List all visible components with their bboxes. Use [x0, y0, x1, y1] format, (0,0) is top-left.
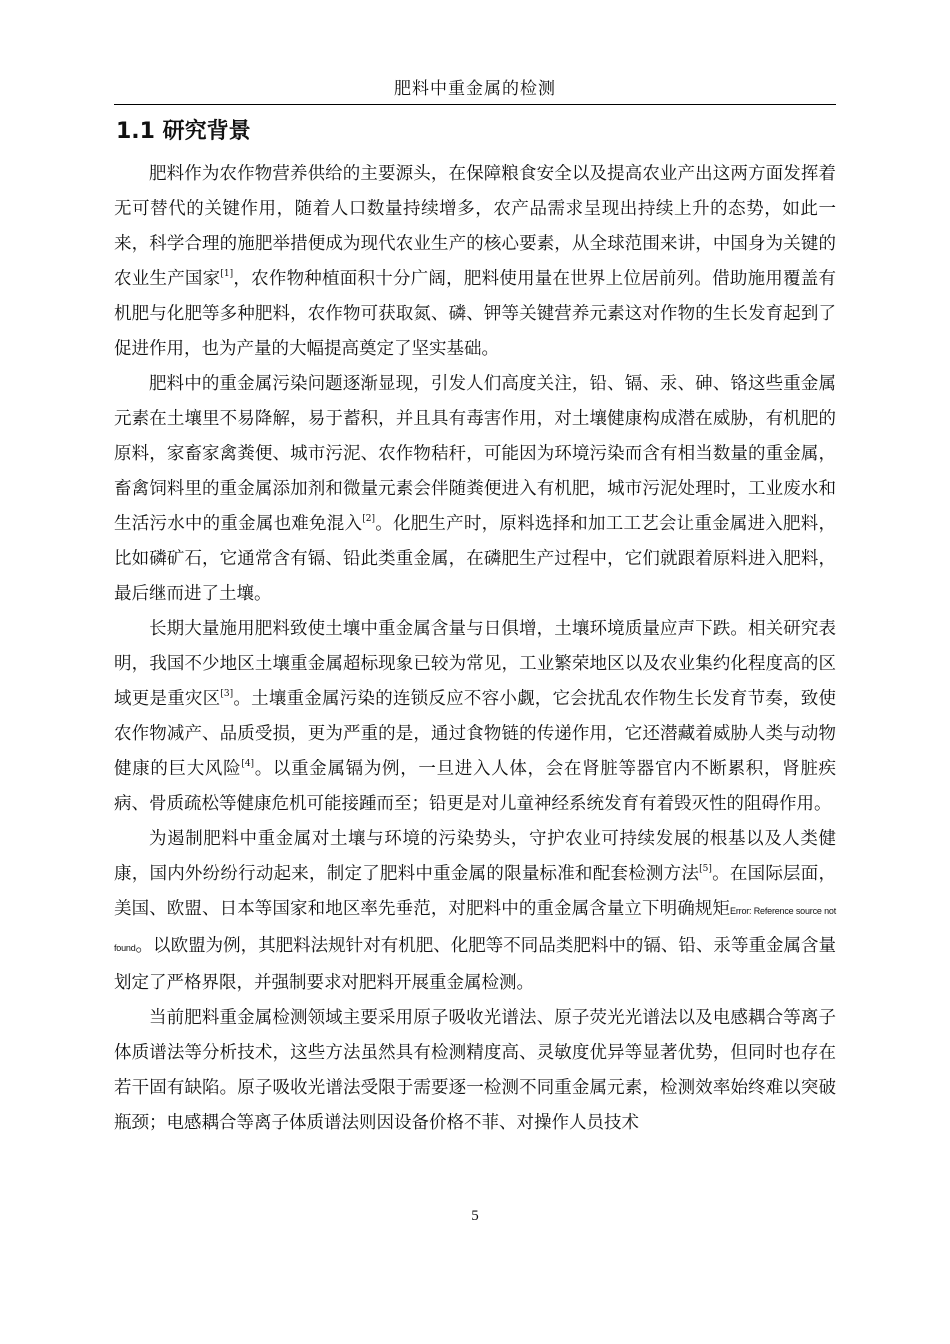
reference-error: Error: Reference source not found: [114, 906, 837, 953]
paragraph-text: 。化肥生产时，原料选择和加工工艺会让重金属进入肥料，比如磷矿石，它通常含有镉、铅此类重金属，在磷肥生产过程中，它们就跟着原料进入肥料，最后继而进了土壤。: [114, 514, 837, 604]
citation: [4]: [241, 759, 255, 769]
citation: [2]: [362, 514, 375, 524]
paragraph-text: 。以欧盟为例，其肥料法规针对有机肥、化肥等不同品类肥料中的镉、铅、汞等重金属含量划定了严格界限，并强制要求对肥料开展重金属检测。: [114, 936, 836, 993]
paragraph-text: 肥料作为农作物营养供给的主要源头，在保障粮食安全以及提高农业产出这两方面发挥着无可替代的关键作用，随着人口数量持续增多，农产品需求呈现出持续上升的态势，如此一来，科学合理的施肥举措便成为现代农业生产的核心要素，从全球范围来讲，中国身为关键的农业生产国家: [114, 164, 836, 289]
paragraph-3: [114, 612, 836, 822]
paragraph-text: 。土壤重金属污染的连锁反应不容小觑，它会扰乱农作物生长发育节奏，致使农作物减产、品质受损，更为严重的是，通过食物链的传递作用，它还潜藏着威胁人类与动物健康的巨大风险: [114, 689, 837, 779]
page-number: 5: [471, 1208, 479, 1224]
header-rule: [114, 104, 836, 105]
paragraph-4: [114, 822, 836, 1001]
citation: [5]: [699, 864, 712, 874]
paragraph-text: 。在国际层面，美国、欧盟、日本等国家和地区率先垂范，对肥料中的重金属含量立下明确规矩: [114, 864, 837, 919]
paragraph-text: 。以重金属镉为例，一旦进入人体，会在肾脏等器官内不断累积，肾脏疾病、骨质疏松等健康危机可能接踵而至；铅更是对儿童神经系统发育有着毁灭性的阻碍作用。: [114, 759, 837, 814]
paragraph-text: 当前肥料重金属检测领域主要采用原子吸收光谱法、原子荧光光谱法以及电感耦合等离子体质谱法等分析技术，这些方法虽然具有检测精度高、灵敏度优异等显著优势，但同时也存在若干固有缺陷。原子吸收光谱法受限于需要逐一检测不同重金属元素，检测效率始终难以突破瓶颈；电感耦合等离子体质谱法则因设备价格不菲、对操作人员技术: [114, 1008, 836, 1133]
citation: [3]: [220, 689, 234, 699]
paragraph-text: 为遏制肥料中重金属对土壤与环境的污染势头，守护农业可持续发展的根基以及人类健康，国内外纷纷行动起来，制定了肥料中重金属的限量标准和配套检测方法: [114, 829, 836, 884]
paragraph-text: ，农作物种植面积十分广阔，肥料使用量在世界上位居前列。借助施用覆盖有机肥与化肥等多种肥料，农作物可获取氮、磷、钾等关键营养元素这对作物的生长发育起到了促进作用，也为产量的大幅提高奠定了坚实基础。: [114, 269, 837, 359]
paragraph-text: 长期大量施用肥料致使土壤中重金属含量与日俱增，土壤环境质量应声下跌。相关研究表明，我国不少地区土壤重金属超标现象已较为常见，工业繁荣地区以及农业集约化程度高的区域更是重灾区: [114, 619, 836, 709]
paragraph-1: [114, 157, 836, 367]
paragraph-5: [114, 1001, 836, 1141]
section-title: 1.1 研究背景: [116, 119, 251, 144]
paragraph-2: [114, 367, 836, 612]
citation: [1]: [220, 269, 234, 279]
running-header: 肥料中重金属的检测: [394, 79, 556, 99]
paragraph-text: 肥料中的重金属污染问题逐渐显现，引发人们高度关注，铅、镉、汞、砷、铬这些重金属元素在土壤里不易降解，易于蓄积，并且具有毒害作用，对土壤健康构成潜在威胁，有机肥的原料，家畜家禽粪便、城市污泥、农作物秸秆，可能因为环境污染而含有相当数量的重金属，畜禽饲料里的重金属添加剂和微量元素会伴随粪便进入有机肥，城市污泥处理时，工业废水和生活污水中的重金属也难免混入: [114, 374, 836, 534]
body-text: [114, 157, 836, 1141]
